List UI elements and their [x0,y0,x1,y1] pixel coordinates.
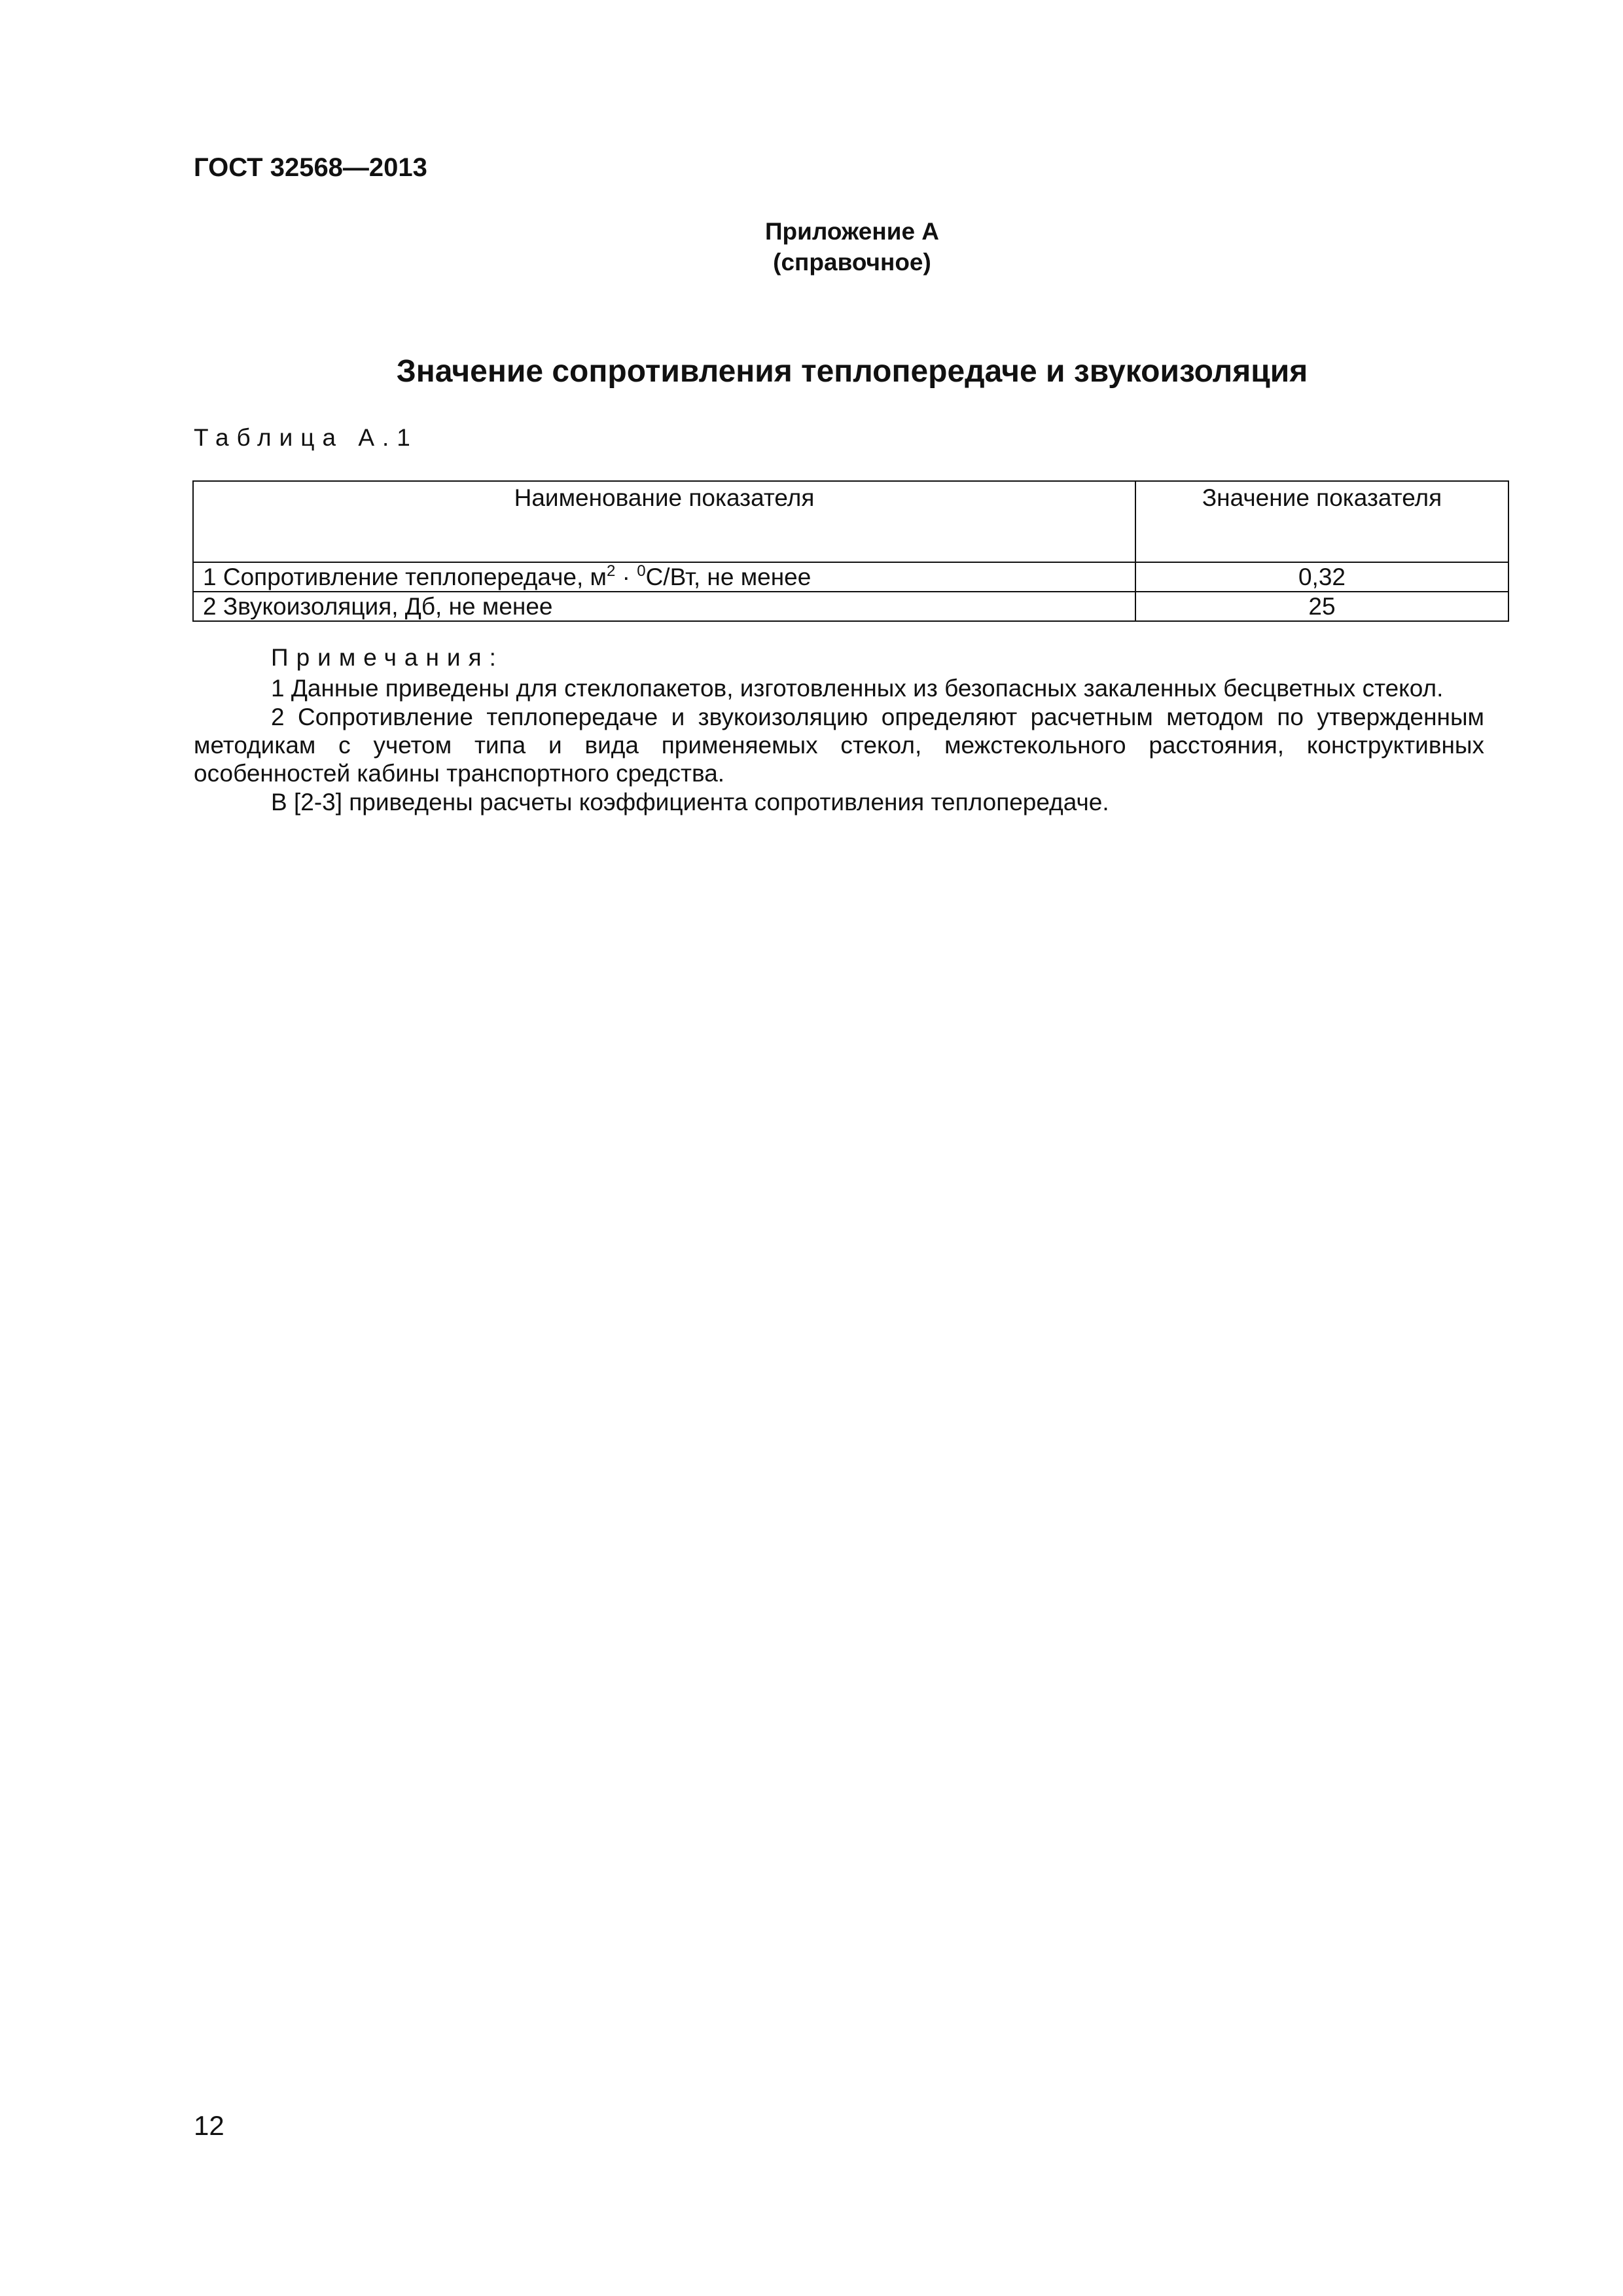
note-item: 1 Данные приведены для стеклопакетов, изготовленных из безопасных закаленных бесцветных стекол. [271,675,1444,702]
note-item: 2 Сопротивление теплопередаче и звукоизоляцию определяют расчетным методом по утвержденным методикам с учетом типа и вида применяемых стекол, межстекольного расстояния, конструктивных особенностей кабины транспортного средства. [194,704,1484,787]
indicator-value-cell: 25 [1135,592,1508,621]
indicator-name-cell: 2 Звукоизоляция, Дб, не менее [193,592,1135,621]
table-header-row [193,481,1508,562]
header-indicator-name: Наименование показателя [193,481,1135,562]
header-indicator-value: Значение показателя [1135,481,1508,562]
section-title: Значение сопротивления теплопередаче и звукоизоляция [396,354,1308,389]
table-row [193,562,1508,592]
appendix-label: Приложение А [764,218,940,245]
indicators-table [192,480,1509,622]
page-number: 12 [194,2110,224,2141]
table-row [193,592,1508,621]
document-id: ГОСТ 32568—2013 [194,153,427,182]
appendix-heading [0,216,1623,278]
indicator-value-cell: 0,32 [1135,562,1508,592]
note-item: В [2-3] приведены расчеты коэффициента сопротивления теплопередаче. [271,789,1109,816]
table-caption: Таблица А.1 [194,424,418,451]
indicator-name-cell: 1 Сопротивление теплопередаче, $м^2 \cdot ^0С/Вт$, не менее [193,562,1135,592]
appendix-type: (справочное) [773,249,931,276]
notes-heading: Примечания: [271,644,504,671]
